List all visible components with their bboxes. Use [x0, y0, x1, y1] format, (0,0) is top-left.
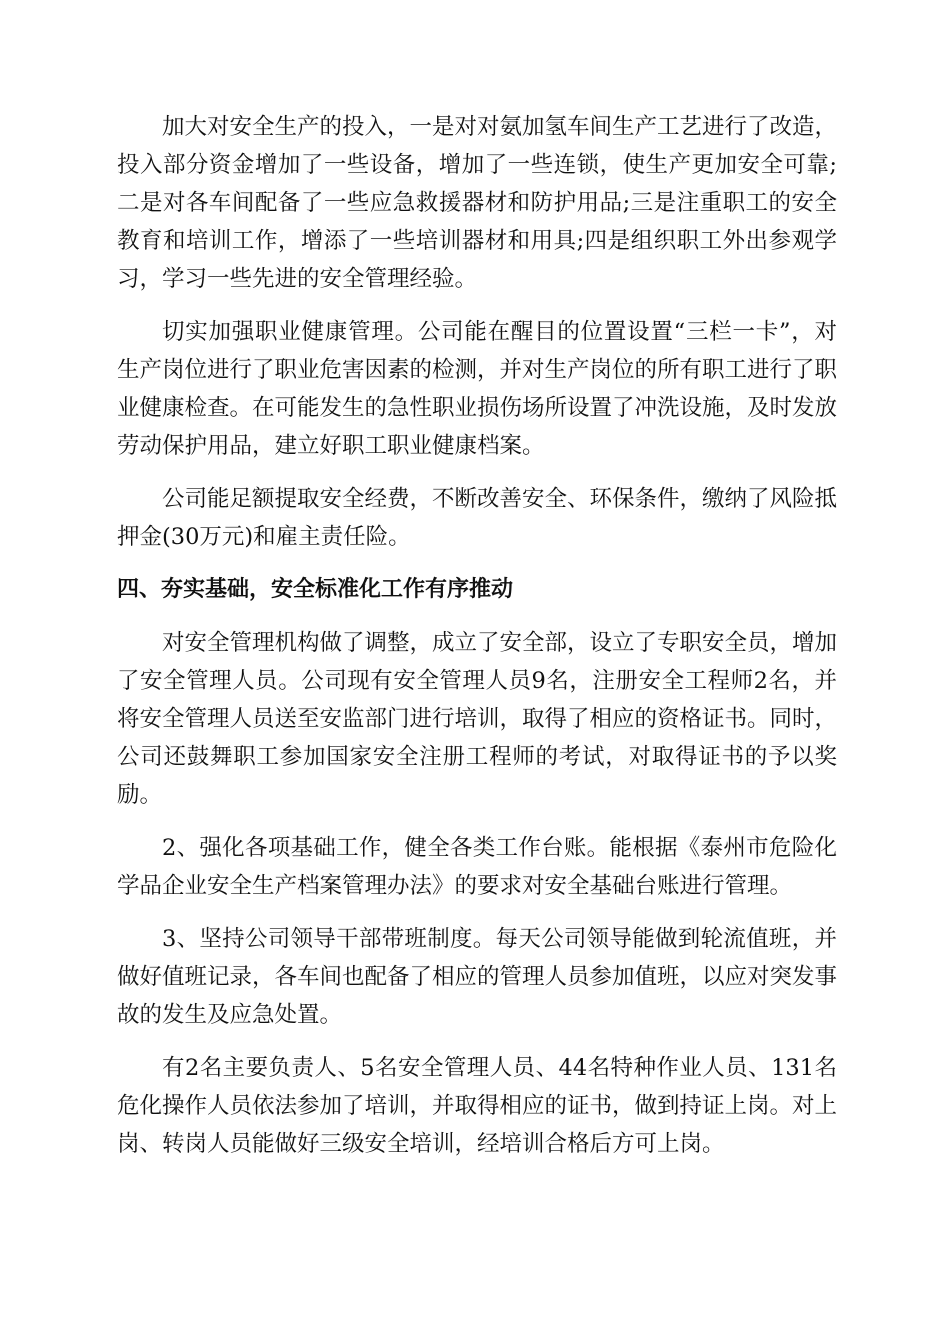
paragraph-safety-investment: 加大对安全生产的投入，一是对对氨加氢车间生产工艺进行了改造，投入部分资金增加了一些设备，增加了一些连锁，使生产更加安全可靠;二是对各车间配备了一些应急救援器材和防护用品;三是注重职工的安全教育和培训工作，增添了一些培训器材和用具;四是组织职工外出参观学习，学习一些先进的安全管理经验。 — [117, 114, 838, 292]
paragraph-safety-funds: 公司能足额提取安全经费，不断改善安全、环保条件，缴纳了风险抵押金(30万元)和雇主责任险。 — [117, 486, 838, 550]
paragraph-basic-work: 2、强化各项基础工作，健全各类工作台账。能根据《泰州市危险化学品企业安全生产档案管理办法》的要求对安全基础台账进行管理。 — [117, 835, 837, 899]
paragraph-leadership-duty: 3、坚持公司领导干部带班制度。每天公司领导能做到轮流值班，并做好值班记录，各车间也配备了相应的管理人员参加值班，以应对突发事故的发生及应急处置。 — [117, 926, 838, 1028]
paragraph-occupational-health: 切实加强职业健康管理。公司能在醒目的位置设置“三栏一卡”，对生产岗位进行了职业危害因素的检测，并对生产岗位的所有职工进行了职业健康检查。在可能发生的急性职业损伤场所设置了冲洗设施，及时发放劳动保护用品，建立好职工职业健康档案。 — [117, 319, 838, 459]
paragraph-safety-organization: 对安全管理机构做了调整，成立了安全部，设立了专职安全员，增加了安全管理人员。公司现有安全管理人员9名，注册安全工程师2名，并将安全管理人员送至安监部门进行培训，取得了相应的资格证书。同时，公司还鼓舞职工参加国家安全注册工程师的考试，对取得证书的予以奖励。 — [117, 630, 838, 808]
section-heading: 四、夯实基础，安全标准化工作有序推动 — [117, 577, 514, 602]
document-body — [117, 108, 837, 1178]
paragraph-personnel-training: 有2名主要负责人、5名安全管理人员、44名特种作业人员、131名危化操作人员依法参加了培训，并取得相应的证书，做到持证上岗。对上岗、转岗人员能做好三级安全培训，经培训合格后方可上岗。 — [117, 1055, 838, 1157]
